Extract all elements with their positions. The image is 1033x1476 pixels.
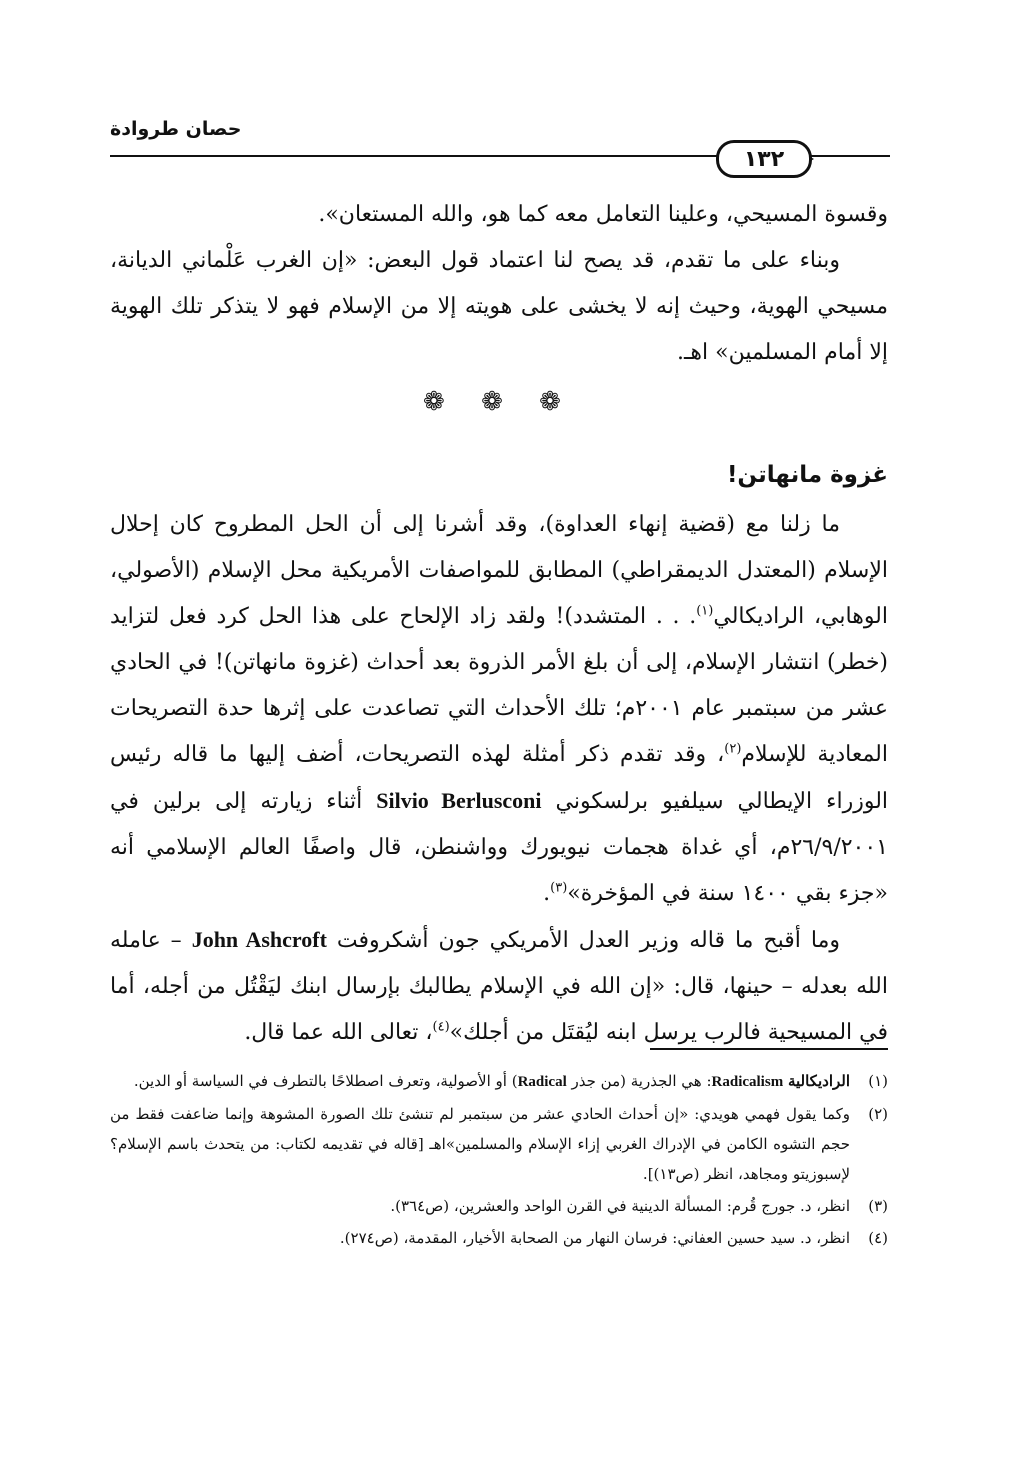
footnote-4 — [110, 1223, 888, 1253]
body-text — [110, 192, 888, 1056]
footnote-ref-3: (٣) — [550, 880, 568, 896]
footnote-number: (٤) — [868, 1229, 888, 1247]
paragraph-3-part-c: ، وقد تقدم ذكر أمثلة لهذه التصريحات، أضف إليها ما قاله رئيس الوزراء الإيطالي سيلفيو برلسكوني — [110, 742, 889, 814]
footnote-number: (٣) — [868, 1197, 888, 1215]
footnote-text-part: : هي الجذرية (من جذر — [571, 1072, 712, 1090]
latin-name-berlusconi: Silvio Berlusconi — [376, 788, 542, 813]
footnote-ref-4: (٤) — [432, 1019, 450, 1035]
paragraph-2: وبناء على ما تقدم، قد يصح لنا اعتماد قول البعض: «إن الغرب عَلْماني الديانة، مسيحي الهوية، وحيث إنه لا يخشى على هويته إلا من الإسلام فهو لا يتذكر تلك الهوية إلا أمام المسلمين» اهـ. — [110, 248, 888, 365]
footnote-text: انظر، د. سيد حسين العفاني: فرسان النهار من الصحابة الأخيار، المقدمة، (ص٢٧٤). — [339, 1229, 850, 1247]
footnote-2 — [110, 1099, 888, 1189]
footnote-text — [110, 1066, 850, 1097]
footnote-3 — [110, 1191, 888, 1221]
footnote-number: (٢) — [868, 1105, 888, 1123]
ornament-divider-icon: ❁ ❁ ❁ — [423, 387, 575, 417]
running-title: حصان طروادة — [110, 118, 242, 140]
footnote-number: (١) — [868, 1072, 888, 1090]
latin-name-ashcroft: John Ashcroft — [191, 927, 327, 952]
page-number: ١٣٢ — [716, 140, 812, 178]
footnote-text: وكما يقول فهمي هويدي: «إن أحداث الحادي عشر من سبتمبر لم تنشئ تلك الصورة المشوهة وإنما ضاعفت فقط من حجم التشوه الكامن في الإدراك الغربي إزاء الإسلام والمسلمين»اهـ [قاله في تقديمه لكتاب: من يتحدث باسم الإسلام؟ لإسبوزيتو ومجاهد، انظر (ص١٣)]. — [110, 1105, 850, 1183]
footnote-rule — [650, 1048, 888, 1050]
footnote-ref-1: (١) — [696, 603, 714, 619]
paragraph-3-part-e: . — [543, 881, 551, 906]
paragraph-4-part-b: – عامله الله بعدله – حينها، قال: «إن الله في الإسلام يطالبك بإرسال ابنك ليَقْتُل من أجله، أما في المسيحية فالرب يرسل ابنه ليُقتَل من أجلك» — [110, 928, 888, 1045]
footnote-1 — [110, 1066, 888, 1097]
paragraph-3 — [110, 502, 888, 917]
paragraph-1: وقسوة المسيحي، وعلينا التعامل معه كما هو، والله المستعان». — [318, 202, 888, 227]
paragraph-3-part-a: ما زلنا مع (قضية إنهاء العداوة)، وقد أشرنا إلى أن الحل المطروح كان إحلال الإسلام (المعتدل الديمقراطي) المطابق للمواصفات الأمريكية محل الإسلام (الأصولي، الوهابي، الراديكالي — [110, 512, 888, 629]
footnote-term: الراديكالية — [787, 1072, 850, 1090]
paragraph-4-part-a: وما أقبح ما قاله وزير العدل الأمريكي جون أشكروفت — [336, 928, 841, 953]
paragraph-4-part-c: ، تعالى الله عما قال. — [244, 1020, 433, 1045]
footnotes — [110, 1066, 888, 1255]
footnote-text-part: ) أو الأصولية، وتعرف اصطلاحًا بالتطرف في السياسة أو الدين. — [133, 1072, 518, 1090]
paragraph-3-part-d: أثناء زيارته إلى برلين في ٢٦/٩/٢٠٠١م، أي غداة هجمات نيويورك وواشنطن، قال واصفًا العالم الإسلامي أنه «جزء بقي ١٤٠٠ سنة في المؤخرة» — [110, 789, 888, 906]
section-heading: غزوة مانهاتن! — [726, 462, 888, 488]
footnote-latin-term: Radical — [517, 1074, 567, 1090]
paragraph-4 — [110, 917, 888, 1056]
paragraph-3-part-b: . . . المتشدد)! ولقد زاد الإلحاح على هذا الحل كرد فعل لتزايد (خطر) انتشار الإسلام، إلى أن بلغ الأمر الذروة بعد أحداث (غزوة مانهاتن)! في الحادي عشر من سبتمبر عام ٢٠٠١م؛ تلك الأحداث التي تصاعدت على إثرها حدة التصريحات المعادية للإسلام — [110, 604, 888, 767]
footnote-ref-2: (٢) — [724, 741, 742, 757]
footnote-latin-term: Radicalism — [711, 1074, 784, 1090]
footnote-text: انظر، د. جورج قُرم: المسألة الدينية في القرن الواحد والعشرين، (ص٣٦٤). — [390, 1197, 850, 1215]
